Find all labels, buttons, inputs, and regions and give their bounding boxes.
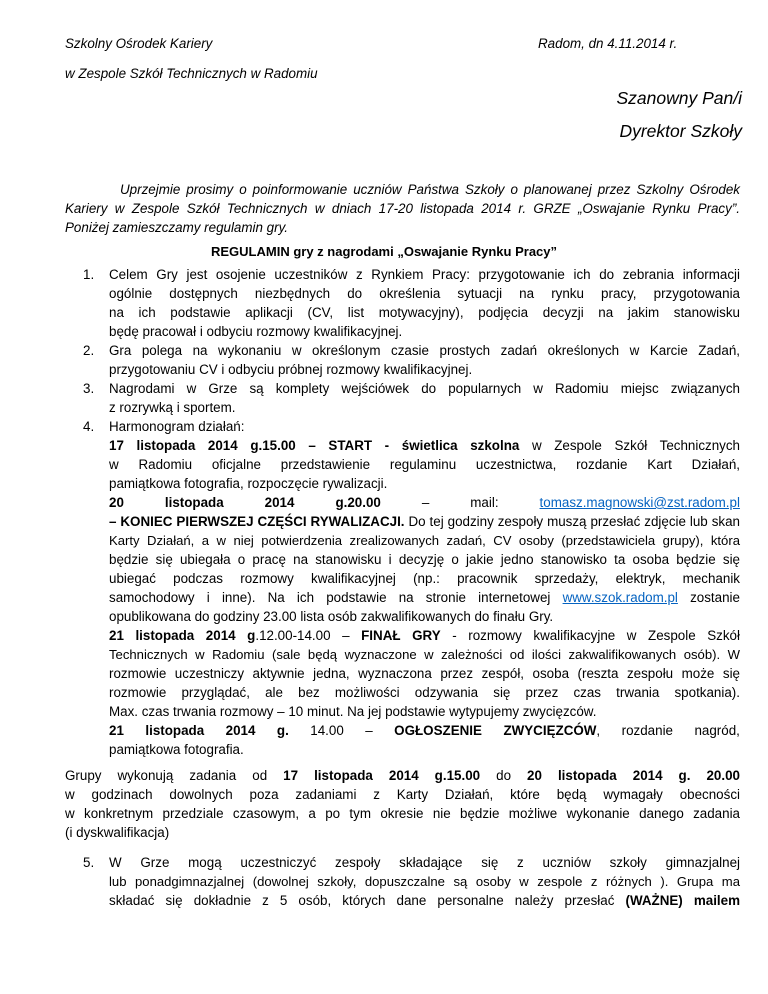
item3-line-2: z rozrywką i sportem. bbox=[109, 400, 236, 415]
schedule3-line-2: Technicznych w Radomiu (sale będą wyznaczone w zależności od ilości zakwalifikowanych osób). W bbox=[109, 647, 740, 662]
intro-line-3: Poniżej zamieszczamy regulamin gry. bbox=[65, 220, 289, 235]
schedule2-line-3: Karty Działań, a w niej potwierdzenia zrealizowanych zadań, CV osoby (przedstawiciela grupy), która bbox=[109, 533, 740, 548]
schedule4-word: OGŁOSZENIE bbox=[394, 723, 482, 738]
item4-line-1: Harmonogram działań: bbox=[109, 419, 245, 434]
groups-text: Grupy wykonują zadania od bbox=[65, 768, 284, 783]
schedule2-rest: Do tej godziny zespoły muszą przesłać zdjęcie lub skan bbox=[404, 514, 740, 529]
schedule4-word: – bbox=[365, 723, 373, 738]
regulation-title: REGULAMIN gry z nagrodami „Oswajanie Rynku Pracy” bbox=[210, 244, 558, 259]
schedule3-line-3: rozmowie uczestniczy aktywnie jedna, wyznaczona przez zespół, osoba (reszta zespołu może się bbox=[109, 666, 740, 681]
item5-text: składać się dokładnie z 5 osób, których dane personalne należy przesłać bbox=[109, 893, 626, 908]
schedule4-word: rozdanie bbox=[621, 723, 673, 738]
schedule4-word: 2014 bbox=[225, 723, 256, 738]
item-number: 3. bbox=[83, 381, 95, 396]
schedule3-rest: - rozmowy kwalifikacyjne w Zespole Szkół bbox=[440, 628, 740, 643]
schedule4-line-2: pamiątkowa fotografia. bbox=[109, 742, 244, 757]
item2-line-1: Gra polega na wykonaniu w określonym czasie prostych zadań określonych w Karcie Zadań, bbox=[109, 343, 740, 358]
schedule2-word: – bbox=[421, 495, 430, 510]
org-subname: w Zespole Szkół Technicznych w Radomiu bbox=[65, 66, 318, 81]
intro-line-1: Uprzejmie prosimy o poinformowanie uczniów Państwa Szkoły o planowanej przez Szkolny Ośrodek bbox=[120, 182, 740, 197]
groups-bold: 17 listopada 2014 g.15.00 bbox=[283, 768, 481, 783]
schedule4-word: g. bbox=[276, 723, 289, 738]
item1-line-1: Celem Gry jest osojenie uczestników z Rynkiem Pracy: przygotowanie ich do zebrania informacji bbox=[109, 267, 740, 282]
schedule2-text: zostanie bbox=[690, 590, 740, 605]
schedule3-bold: 21 listopada 2014 g bbox=[109, 628, 256, 643]
schedule4-word: listopada bbox=[145, 723, 205, 738]
schedule2-word: 20 bbox=[109, 495, 124, 510]
schedule3-final: FINAŁ GRY bbox=[361, 628, 441, 643]
schedule3-line-5: Max. czas trwania rozmowy – 10 minut. Na jej podstawie wytypujemy zwycięzców. bbox=[109, 704, 597, 719]
item-number: 1. bbox=[83, 267, 95, 282]
schedule1-line-1 bbox=[109, 437, 740, 454]
schedule3-rest: .12.00-14.00 – bbox=[255, 628, 362, 643]
schedule2-word: g.20.00 bbox=[335, 495, 381, 510]
item1-line-4: będę pracował i odbyciu rozmowy kwalifikacyjnej. bbox=[109, 324, 403, 339]
schedule1-line-2: w Radomiu oficjalne przedstawienie regulaminu uczestnictwa, rozdanie Kart Działań, bbox=[109, 457, 740, 472]
item-number: 5. bbox=[83, 855, 95, 870]
schedule2-line-1 bbox=[109, 494, 740, 511]
item-number: 4. bbox=[83, 419, 95, 434]
item5-line-1: W Grze mogą uczestniczyć zespoły składające się z uczniów szkoły gimnazjalnej bbox=[109, 855, 740, 870]
schedule4-word: nagród, bbox=[694, 723, 740, 738]
item2-line-2: przygotowaniu CV i odbyciu próbnej rozmowy kwalifikacyjnej. bbox=[109, 362, 473, 377]
schedule2-line-2 bbox=[109, 513, 740, 530]
schedule2-word: mail: bbox=[470, 495, 499, 510]
schedule4-comma: , bbox=[596, 723, 601, 738]
groups-line-3: w konkretnym przedziale czasowym, a po tym okresie nie będzie możliwe wykonanie danego zadania bbox=[65, 806, 740, 821]
schedule4-word: ZWYCIĘZCÓW bbox=[503, 723, 597, 738]
schedule2-line-5: ubiegać podczas rozmowy kwalifikacyjnej (np.: pracownik sprzedaży, elektryk, mechanik bbox=[109, 571, 740, 586]
schedule4-word: 21 bbox=[109, 723, 124, 738]
item3-line-1: Nagrodami w Grze są komplety wejściówek do popularnych w Radomiu miejsc związanych bbox=[109, 381, 740, 396]
item5-line-3 bbox=[109, 892, 740, 909]
item5-bold: (WAŻNE) mailem bbox=[625, 893, 741, 908]
groups-text: do bbox=[480, 768, 528, 783]
schedule2-line-6 bbox=[109, 589, 740, 606]
schedule2-word: 2014 bbox=[264, 495, 295, 510]
groups-line-1 bbox=[65, 767, 740, 784]
schedule3-line-4: rozmowie przyglądać, ale bez możliwości odzywania się przez czas trwania spotkania). bbox=[109, 685, 740, 700]
item1-line-3: na ich podstawie aplikacji (CV, list motywacyjny), podjęcia decyzji na jakim stanowisku bbox=[109, 305, 740, 320]
schedule2-word: listopada bbox=[164, 495, 224, 510]
org-name: Szkolny Ośrodek Kariery bbox=[65, 36, 213, 51]
schedule1-rest: w Zespole Szkół Technicznych bbox=[519, 438, 741, 453]
schedule4-word: 14.00 bbox=[310, 723, 344, 738]
schedule4-winners bbox=[503, 722, 600, 739]
item5-line-2: lub ponadgimnazjalnej (dowolnej szkoły, dopuszczalne są osoby w zespole z różnych ). Grupa ma bbox=[109, 874, 740, 889]
groups-bold: 20 listopada 2014 g. 20.00 bbox=[527, 768, 740, 783]
salutation-line2: Dyrektor Szkoły bbox=[619, 121, 742, 141]
schedule1-bold: 17 listopada 2014 g.15.00 – START - świetlica szkolna bbox=[109, 438, 520, 453]
place-date: Radom, dn 4.11.2014 r. bbox=[538, 36, 678, 51]
schedule2-line-7: opublikowana do godziny 23.00 lista osób zakwalifikowanych do finału Gry. bbox=[109, 609, 554, 624]
item-number: 2. bbox=[83, 343, 95, 358]
item1-line-2: ogólnie dostępnych niezbędnych do określenia sytuacji na rynku pracy, przygotowania bbox=[109, 286, 740, 301]
schedule2-text: samochodowy i inne). Na ich podstawie na stronie internetowej bbox=[109, 590, 551, 605]
schedule1-line-3: pamiątkowa fotografia, rozpoczęcie rywalizacji. bbox=[109, 476, 388, 491]
website-link[interactable]: www.szok.radom.pl bbox=[562, 590, 678, 605]
groups-line-2: w godzinach dowolnych poza zadaniami z Karty Działań, które będą wymagały obecności bbox=[65, 787, 740, 802]
intro-line-2: Kariery w Zespole Szkół Technicznych w dniach 17-20 listopada 2014 r. GRZE „Oswajanie Rynku Pracy”. bbox=[65, 201, 740, 216]
salutation-line1: Szanowny Pan/i bbox=[616, 88, 742, 108]
schedule4-line-1 bbox=[109, 722, 740, 739]
email-link[interactable]: tomasz.magnowski@zst.radom.pl bbox=[539, 495, 740, 510]
schedule3-line-1 bbox=[109, 627, 740, 644]
groups-line-4: (i dyskwalifikacja) bbox=[65, 825, 170, 840]
schedule2-line-4: będzie się ubiegała o pracę na stanowisku i decyzję o jakie jedno stanowisko ta osoba będzie się bbox=[109, 552, 740, 567]
schedule2-bold: – KONIEC PIERWSZEJ CZĘŚCI RYWALIZACJI. bbox=[109, 514, 405, 529]
